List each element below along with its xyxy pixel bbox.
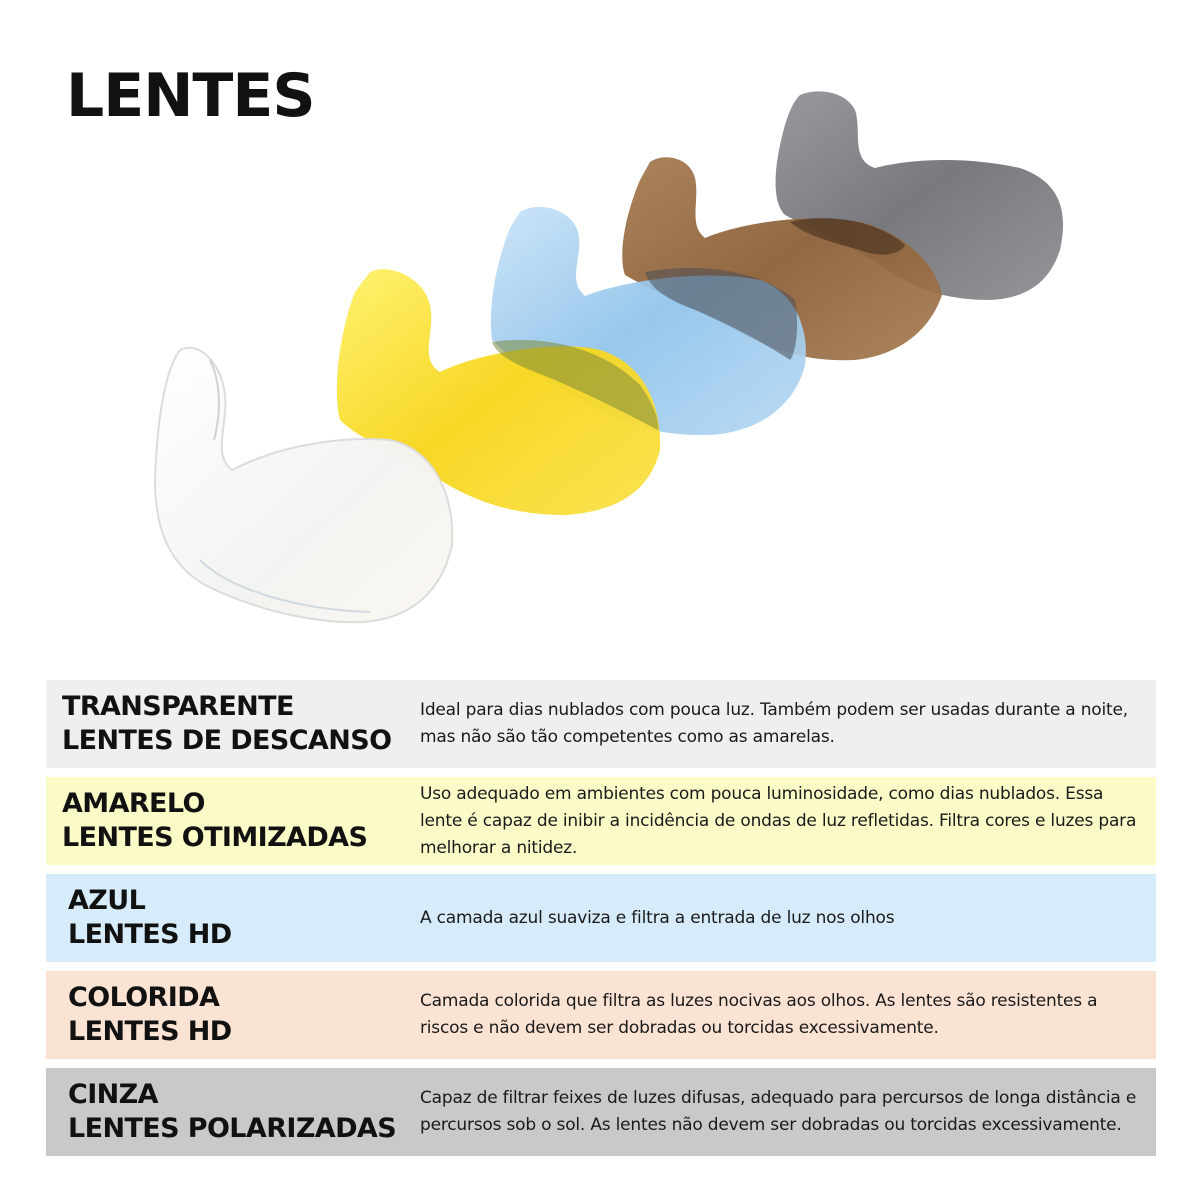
lens-name xyxy=(46,690,406,758)
lens-description: Capaz de filtrar feixes de luzes difusas, adequado para percursos de longa distância e percursos sob o sol. As lentes não devem ser dobradas ou torcidas excessivamente. xyxy=(420,1088,1137,1135)
lens-title: AZUL xyxy=(68,885,146,916)
lens-title: AMARELO xyxy=(62,788,205,819)
lens-description: Uso adequado em ambientes com pouca luminosidade, como dias nublados. Essa lente é capaz de inibir a incidência de ondas de luz refletidas. Filtra cores e luzes para melhorar a nitidez. xyxy=(420,783,1137,858)
lens-row-amarelo xyxy=(46,777,1156,865)
lens-description: A camada azul suaviza e filtra a entrada de luz nos olhos xyxy=(420,907,895,928)
lens-title: CINZA xyxy=(68,1079,158,1110)
lens-subtitle: LENTES DE DESCANSO xyxy=(62,725,392,756)
lens-subtitle: LENTES HD xyxy=(68,919,232,950)
lens-row-azul xyxy=(46,874,1156,962)
lens-subtitle: LENTES HD xyxy=(68,1016,232,1047)
page-title: LENTES xyxy=(66,61,315,131)
lens-row-transparente xyxy=(46,680,1156,768)
lens-description: Ideal para dias nublados com pouca luz. Também podem ser usadas durante a noite, mas não são tão competentes como as amarelas. xyxy=(420,700,1128,747)
lens-title: COLORIDA xyxy=(68,982,220,1013)
lens-row-cinza xyxy=(46,1068,1156,1156)
lens-title: TRANSPARENTE xyxy=(62,691,294,722)
lens-row-colorida xyxy=(46,971,1156,1059)
lens-subtitle: LENTES POLARIZADAS xyxy=(68,1113,397,1144)
lens-subtitle: LENTES OTIMIZADAS xyxy=(62,822,368,853)
lens-name xyxy=(46,1078,406,1146)
lens-name xyxy=(46,884,406,952)
lens-name xyxy=(46,981,406,1049)
lens-description: Camada colorida que filtra as luzes nocivas aos olhos. As lentes são resistentes a riscos e não devem ser dobradas ou torcidas excessivamente. xyxy=(420,991,1098,1038)
lens-name xyxy=(46,787,406,855)
